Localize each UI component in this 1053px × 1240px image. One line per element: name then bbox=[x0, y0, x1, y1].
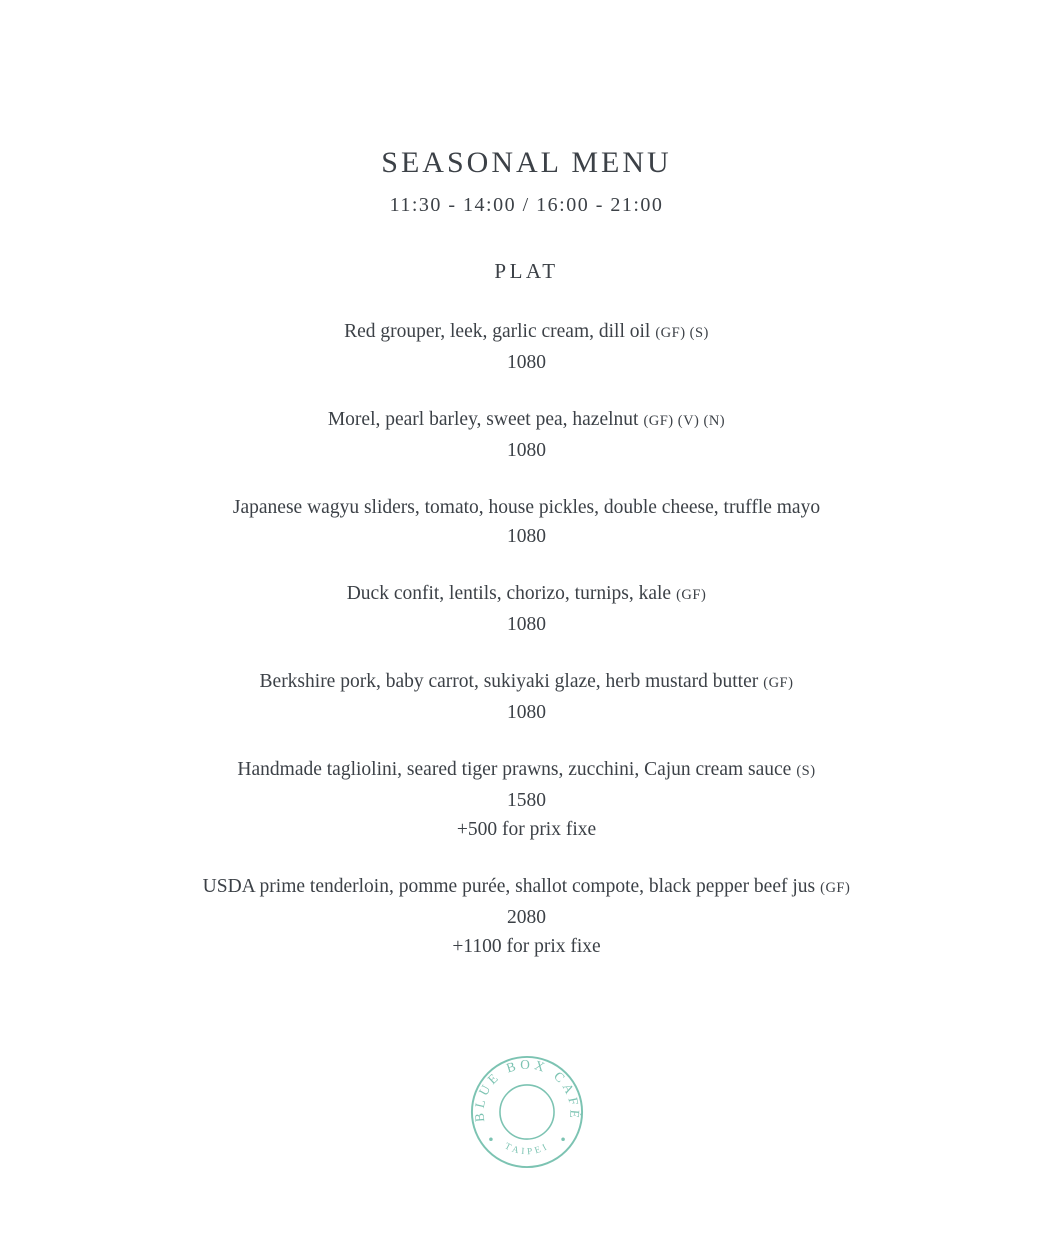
item-name-line bbox=[0, 872, 1053, 903]
logo-left-dot-icon bbox=[489, 1137, 493, 1141]
menu-item bbox=[0, 667, 1053, 727]
item-tags: (GF) (S) bbox=[655, 325, 709, 341]
item-name: Duck confit, lentils, chorizo, turnips, kale bbox=[346, 583, 672, 604]
item-name: Morel, pearl barley, sweet pea, hazelnut bbox=[327, 409, 639, 430]
item-name-line bbox=[0, 317, 1053, 348]
item-tags: (GF) (V) (N) bbox=[643, 413, 726, 429]
item-name-line bbox=[0, 405, 1053, 436]
item-tags: (S) bbox=[796, 763, 816, 779]
menu-item bbox=[0, 872, 1053, 961]
menu-item bbox=[0, 317, 1053, 377]
item-name-line bbox=[0, 667, 1053, 698]
item-name: USDA prime tenderloin, pomme purée, shallot compote, black pepper beef jus bbox=[202, 876, 816, 897]
item-name: Handmade tagliolini, seared tiger prawns, zucchini, Cajun cream sauce bbox=[237, 759, 792, 780]
item-price: 1080 bbox=[507, 440, 546, 461]
logo-arc-top-text: BLUE BOX CAFÉ bbox=[470, 1056, 583, 1123]
menu-items-list bbox=[0, 317, 1053, 961]
item-price: 1580 bbox=[507, 790, 546, 811]
logo-arc-bottom-text: TAIPEI bbox=[502, 1141, 551, 1158]
page-title: SEASONAL MENU bbox=[381, 146, 672, 179]
logo-right-dot-icon bbox=[561, 1137, 565, 1141]
menu-item bbox=[0, 405, 1053, 465]
menu-item bbox=[0, 755, 1053, 844]
menu-item bbox=[0, 493, 1053, 551]
blue-box-cafe-stamp-icon bbox=[468, 1053, 586, 1171]
item-name-line bbox=[0, 755, 1053, 786]
item-name: Red grouper, leek, garlic cream, dill oil bbox=[344, 321, 651, 342]
item-name: Berkshire pork, baby carrot, sukiyaki glaze, herb mustard butter bbox=[259, 671, 759, 692]
item-tags: (GF) bbox=[676, 587, 707, 603]
item-name-line bbox=[0, 493, 1053, 522]
item-name-line bbox=[0, 579, 1053, 610]
logo-inner-circle bbox=[499, 1085, 553, 1139]
item-note: +500 for prix fixe bbox=[456, 819, 597, 840]
item-note: +1100 for prix fixe bbox=[452, 936, 601, 957]
item-price: 1080 bbox=[507, 352, 546, 373]
menu-item bbox=[0, 579, 1053, 639]
item-price: 1080 bbox=[507, 702, 546, 723]
item-tags: (GF) bbox=[763, 675, 794, 691]
item-price: 1080 bbox=[507, 614, 546, 635]
logo-container bbox=[0, 1053, 1053, 1176]
item-tags: (GF) bbox=[820, 880, 851, 896]
section-heading-plat: PLAT bbox=[494, 259, 559, 283]
item-price: 2080 bbox=[507, 907, 546, 928]
service-hours: 11:30 - 14:00 / 16:00 - 21:00 bbox=[389, 194, 664, 216]
item-name: Japanese wagyu sliders, tomato, house pickles, double cheese, truffle mayo bbox=[232, 497, 821, 518]
item-price: 1080 bbox=[507, 526, 546, 547]
